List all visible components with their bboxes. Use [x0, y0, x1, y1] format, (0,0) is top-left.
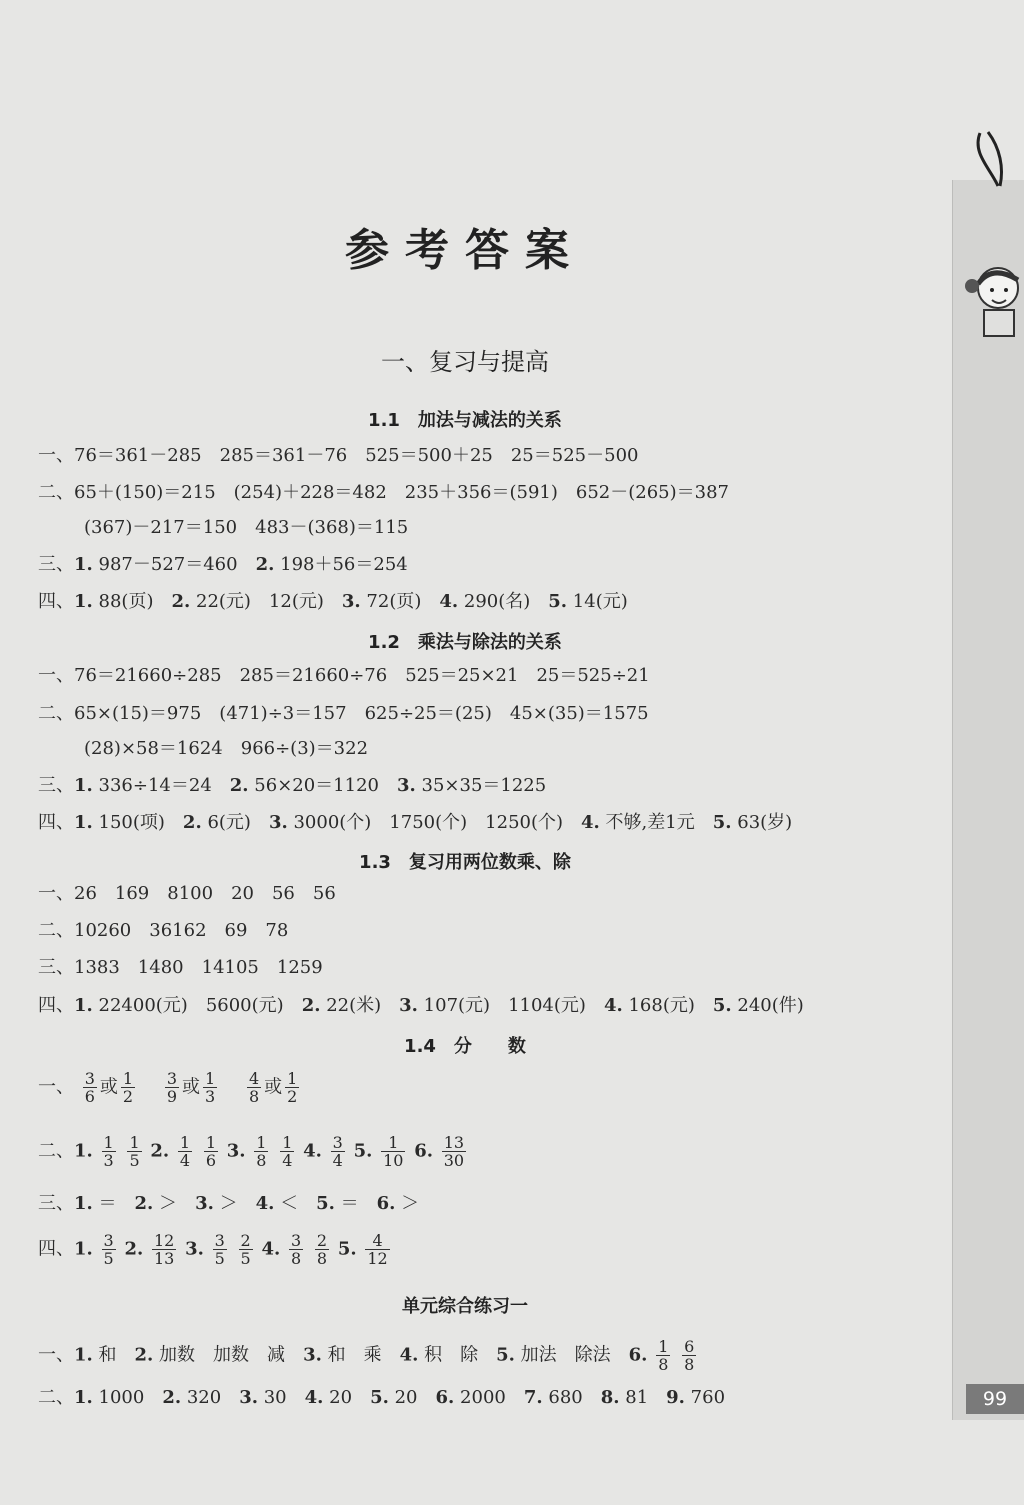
- subsection-heading-1-3: 1.3 复习用两位数乘、除: [359, 852, 571, 873]
- fraction: $\frac{13}{30}$: [443, 1133, 465, 1170]
- fraction: $\frac{3}{4}$: [332, 1133, 343, 1170]
- answer-line: 二、1. 1000 2. 320 3. 30 4. 20 5. 20 6. 2000 7. 680 8. 81 9. 760: [38, 1387, 726, 1408]
- fraction: $\frac{1}{8}$: [256, 1133, 267, 1170]
- fraction: $\frac{3}{6}$: [84, 1069, 95, 1106]
- page-title: 参考答案: [345, 225, 585, 276]
- answer-line: (367)－217＝150 483－(368)＝115: [84, 517, 409, 538]
- fraction: $\frac{1}{3}$: [103, 1133, 114, 1170]
- answer-line: 二、1. $\frac{1}{3}$ $\frac{1}{5}$ 2. $\frac{1}{4}$ $\frac{1}{6}$ 3. $\frac{1}{8}$ $\frac{1}{4}$ 4. $\frac{3}{4}$ 5. $\frac{1}{10}$ 6. $\frac{13}{30}$: [38, 1133, 465, 1170]
- fraction: $\frac{3}{9}$: [166, 1069, 178, 1106]
- fraction: $\frac{3}{5}$: [103, 1231, 114, 1268]
- answer-line: 四、1. 22400(元) 5600(元) 2. 22(米) 3. 107(元) 1104(元) 4. 168(元) 5. 240(件): [38, 995, 804, 1016]
- fraction: $\frac{1}{4}$: [179, 1133, 191, 1170]
- fraction: $\frac{1}{2}$: [122, 1069, 134, 1106]
- fraction: $\frac{3}{5}$: [214, 1231, 225, 1268]
- fraction: $\frac{2}{5}$: [240, 1231, 251, 1268]
- answer-line: (28)×58＝1624 966÷(3)＝322: [84, 738, 369, 759]
- fraction: $\frac{4}{12}$: [367, 1231, 388, 1268]
- fraction: $\frac{1}{2}$: [287, 1069, 298, 1106]
- fraction: $\frac{6}{8}$: [684, 1337, 695, 1374]
- answer-line: 二、65×(15)＝975 (471)÷3＝157 625÷25＝(25) 45×(35)＝1575: [38, 703, 649, 724]
- fraction: $\frac{1}{6}$: [205, 1133, 217, 1170]
- answer-line: 二、10260 36162 69 78: [38, 920, 289, 941]
- answer-line: 一、26 169 8100 20 56 56: [38, 883, 336, 904]
- answer-line: 三、1383 1480 14105 1259: [38, 957, 323, 978]
- answer-line: 三、1. 987－527＝460 2. 198＋56＝254: [38, 554, 408, 575]
- subsection-heading-1-4: 1.4 分 数: [404, 1036, 526, 1057]
- fraction: $\frac{4}{8}$: [248, 1069, 260, 1106]
- answer-line: 一、76＝361－285 285＝361－76 525＝500＋25 25＝525－500: [38, 445, 639, 466]
- girl-cartoon-icon: [962, 258, 1024, 338]
- answer-line: 一、76＝21660÷285 285＝21660÷76 525＝25×21 25＝525÷21: [38, 665, 650, 686]
- answer-line: 四、1. 150(项) 2. 6(元) 3. 3000(个) 1750(个) 1250(个) 4. 不够,差1元 5. 63(岁): [38, 812, 793, 833]
- answer-line: 三、1. 336÷14＝24 2. 56×20＝1120 3. 35×35＝1225: [38, 775, 547, 796]
- answer-line: 四、1. $\frac{3}{5}$ 2. $\frac{12}{13}$ 3. $\frac{3}{5}$ $\frac{2}{5}$ 4. $\frac{3}{8}$ $\frac{2}{8}$ 5. $\frac{4}{12}$: [38, 1231, 388, 1268]
- answer-line: 一、1. 和 2. 加数 加数 减 3. 和 乘 4. 积 除 5. 加法 除法 6. $\frac{1}{8}$ $\frac{6}{8}$: [38, 1337, 695, 1374]
- side-tab: [952, 180, 1024, 1420]
- answer-line: 四、1. 88(页) 2. 22(元) 12(元) 3. 72(页) 4. 290(名) 5. 14(元): [38, 591, 628, 612]
- fraction: $\frac{1}{8}$: [658, 1337, 669, 1374]
- fraction: $\frac{1}{3}$: [205, 1069, 216, 1106]
- fraction: $\frac{1}{4}$: [282, 1133, 293, 1170]
- fraction: $\frac{2}{8}$: [316, 1231, 328, 1268]
- fraction: $\frac{3}{8}$: [290, 1231, 302, 1268]
- subsection-heading-1-1: 1.1 加法与减法的关系: [368, 410, 562, 431]
- answer-line: 一、 $\frac{3}{6}$ 或 $\frac{1}{2}$ $\frac{3}{9}$ 或 $\frac{1}{3}$ $\frac{4}{8}$ 或 $\frac{1}{2}$: [38, 1069, 298, 1106]
- fraction: $\frac{1}{10}$: [383, 1133, 404, 1170]
- answer-line: 二、65＋(150)＝215 (254)＋228＝482 235＋356＝(591) 652－(265)＝387: [38, 482, 730, 503]
- answer-line: 三、1. ＝ 2. ＞ 3. ＞ 4. ＜ 5. ＝ 6. ＞: [38, 1193, 420, 1214]
- subsection-heading-1-2: 1.2 乘法与除法的关系: [368, 632, 562, 653]
- subsection-heading-review: 单元综合练习一: [402, 1296, 528, 1317]
- section-heading: 一、复习与提高: [381, 348, 549, 376]
- page-number: 99: [966, 1384, 1024, 1414]
- fraction: $\frac{12}{13}$: [153, 1231, 175, 1268]
- fraction: $\frac{1}{5}$: [129, 1133, 140, 1170]
- bookmark-string-icon: [970, 128, 1024, 198]
